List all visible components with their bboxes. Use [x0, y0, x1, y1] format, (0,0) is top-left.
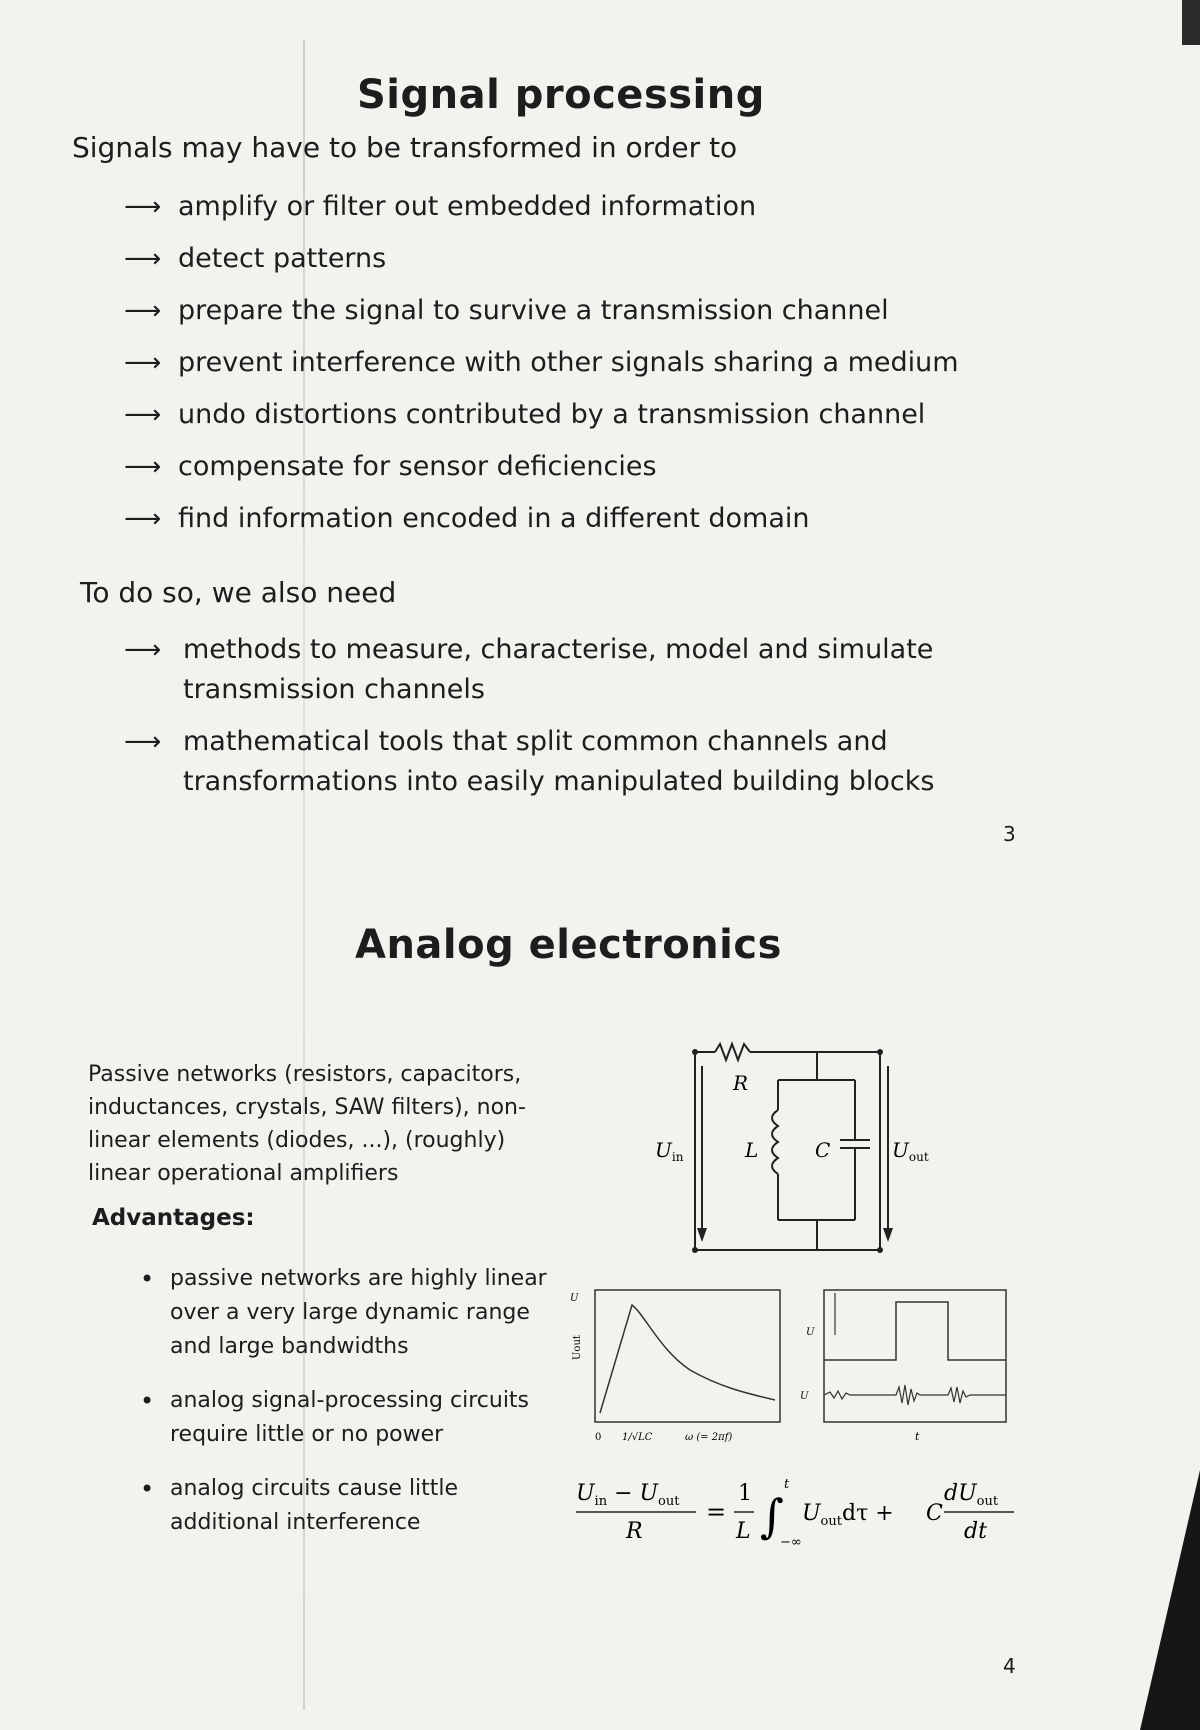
- input-square-wave: [824, 1302, 1006, 1360]
- integral-sign: ∫: [760, 1489, 784, 1543]
- lc-circuit-diagram: [640, 1030, 929, 1255]
- capacitor-label: C: [815, 1138, 831, 1162]
- time-domain-plot: [800, 1285, 1010, 1445]
- arrow-icon: ⟶: [124, 635, 162, 665]
- plot-x-label: t: [915, 1430, 920, 1443]
- arrow-icon: ⟶: [124, 348, 162, 378]
- page-number: 3: [1003, 822, 1016, 846]
- advantages-heading: Advantages:: [92, 1205, 255, 1231]
- integral-lower-limit: −∞: [780, 1535, 802, 1550]
- list-item: ⟶ prepare the signal to survive a transmission channel: [124, 295, 889, 326]
- need-intro-text: To do so, we also need: [80, 576, 397, 609]
- list-item: • passive networks are highly linear over a very large dynamic range and large bandwidths: [140, 1262, 560, 1364]
- output-voltage-label: $U_{out}$: [892, 1138, 929, 1164]
- arrow-icon: ⟶: [124, 452, 162, 482]
- slide-title-analog-electronics: Analog electronics: [355, 922, 782, 968]
- list-item: ⟶ detect patterns: [124, 243, 387, 274]
- resistor-symbol: [715, 1044, 750, 1060]
- derivative-denominator: dt: [964, 1519, 987, 1544]
- inductor-label: L: [745, 1138, 759, 1162]
- rhs-fraction-numerator: 1: [738, 1481, 752, 1506]
- derivative-numerator: $dU_{out}$: [944, 1481, 999, 1509]
- inductor-symbol: [772, 1110, 778, 1174]
- arrow-icon: ⟶: [124, 244, 162, 274]
- x-tick-label: 1/√LC: [622, 1432, 653, 1443]
- resistor-label: R: [733, 1071, 749, 1095]
- list-item: • analog circuits cause little additional interference: [140, 1472, 560, 1540]
- arrow-icon: ⟶: [124, 727, 162, 757]
- integral-upper-limit: t: [784, 1477, 790, 1492]
- plot-y-top-label: U: [806, 1327, 815, 1338]
- plot-y-side-label: Uout: [572, 1335, 583, 1360]
- transform-goals-list: [78, 190, 959, 554]
- lhs-denominator: R: [626, 1519, 643, 1544]
- list-item: ⟶ prevent interference with other signals sharing a medium: [124, 347, 959, 378]
- arrow-icon: ⟶: [124, 400, 162, 430]
- response-curve: [600, 1305, 775, 1413]
- input-voltage-label: $U_{in}$: [655, 1138, 684, 1164]
- lhs-numerator: $U_{in} - U_{out}$: [576, 1481, 680, 1509]
- list-item: ⟶ undo distortions contributed by a transmission channel: [124, 399, 926, 430]
- list-item: ⟶ find information encoded in a different domain: [124, 503, 810, 534]
- equals-sign: =: [706, 1498, 727, 1526]
- output-ringing-wave: [824, 1385, 1006, 1405]
- list-item: ⟶ compensate for sensor deficiencies: [124, 451, 657, 482]
- arrow-icon: ⟶: [124, 504, 162, 534]
- scan-edge-shadow-top: [1182, 0, 1200, 45]
- intro-text: Signals may have to be transformed in order to: [72, 131, 738, 164]
- list-item: ⟶ mathematical tools that split common channels and transformations into easily manipulated building blocks: [78, 722, 1018, 802]
- list-item: ⟶ methods to measure, characterise, model and simulate transmission channels: [78, 630, 1018, 710]
- scan-edge-shadow-bottom: [1140, 1470, 1200, 1730]
- frequency-response-plot: [570, 1285, 785, 1445]
- list-item: • analog signal-processing circuits require little or no power: [140, 1384, 560, 1452]
- needs-list: [78, 630, 1018, 814]
- arrow-icon: ⟶: [124, 296, 162, 326]
- plot-y-bottom-label: U: [800, 1391, 809, 1402]
- x-tick-label: ω (= 2πf): [685, 1432, 733, 1443]
- plot-y-label: U: [570, 1293, 579, 1304]
- rhs-fraction-denominator: L: [736, 1519, 751, 1544]
- integrand: $U_{out}d\tau$ +: [802, 1501, 894, 1529]
- passive-networks-text: Passive networks (resistors, capacitors, inductances, crystals, SAW filters), non-linear elements (diodes, ...), (roughly) linear operational amplifiers: [88, 1062, 526, 1186]
- page-number: 4: [1003, 1654, 1016, 1678]
- capacitance-symbol: C: [926, 1501, 943, 1526]
- circuit-equation: [574, 1470, 1024, 1550]
- arrow-icon: ⟶: [124, 192, 162, 222]
- x-tick-label: 0: [595, 1432, 602, 1443]
- advantages-list: [140, 1262, 560, 1560]
- list-item: ⟶ amplify or filter out embedded information: [124, 191, 757, 222]
- slide-title-signal-processing: Signal processing: [357, 72, 765, 118]
